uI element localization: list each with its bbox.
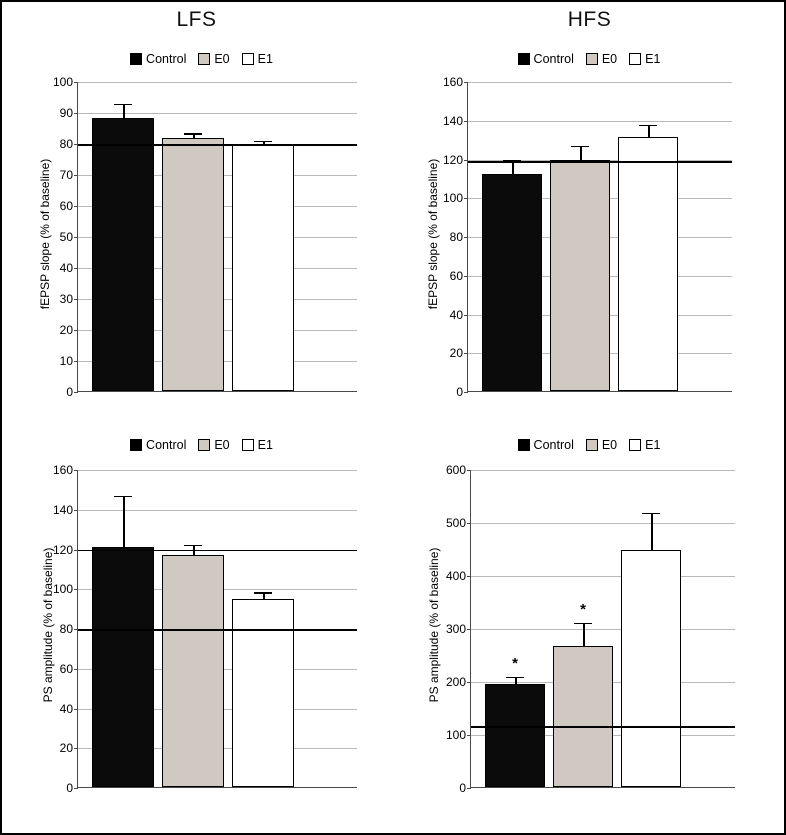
y-tick-mark	[74, 268, 78, 269]
gridline	[468, 82, 732, 83]
error-bar-cap	[571, 146, 589, 148]
error-bar-cap	[254, 141, 272, 143]
y-tick-mark	[74, 361, 78, 362]
y-tick-mark	[74, 709, 78, 710]
y-tick-mark	[464, 392, 468, 393]
y-axis-label: PS amplitude (% of baseline)	[41, 547, 55, 703]
bar-e0	[162, 138, 224, 391]
legend-swatch-e1-icon	[629, 53, 641, 65]
y-tick-mark	[74, 669, 78, 670]
legend-swatch-e0-icon	[198, 53, 210, 65]
y-axis-label: fEPSP slope (% of baseline)	[38, 158, 52, 310]
bar-control	[482, 174, 542, 391]
legend-item-e0	[586, 438, 617, 452]
y-tick-label: 0	[459, 781, 466, 795]
bar-control	[92, 547, 154, 787]
y-tick-mark	[464, 276, 468, 277]
bar-e1	[618, 137, 678, 391]
y-tick-label: 80	[59, 622, 73, 636]
legend-swatch-e1-icon	[242, 53, 254, 65]
error-bar-cap	[114, 104, 132, 106]
legend-swatch-control-icon	[130, 53, 142, 65]
bar-e1	[232, 599, 294, 787]
y-tick-mark	[464, 160, 468, 161]
error-bar-cap	[642, 513, 660, 515]
legend-item-control	[518, 438, 574, 452]
y-tick-label: 20	[449, 346, 463, 361]
y-tick-label: 80	[449, 230, 463, 244]
bar-control	[92, 118, 154, 391]
gridline	[78, 113, 357, 114]
error-bar-cap	[114, 496, 132, 498]
bar-control	[485, 684, 545, 787]
legend-label-e1: E1	[645, 52, 661, 66]
bar-e1	[232, 145, 294, 391]
error-bar	[123, 496, 125, 548]
y-tick-label: 100	[52, 75, 73, 89]
bar-e0	[553, 646, 613, 788]
y-tick-label: 40	[59, 701, 73, 716]
y-tick-mark	[467, 735, 471, 736]
y-tick-mark	[467, 523, 471, 524]
legend-item-e1	[629, 438, 660, 452]
y-tick-label: 80	[59, 137, 73, 151]
y-tick-mark	[74, 330, 78, 331]
y-tick-mark	[464, 82, 468, 83]
legend-item-e0	[198, 438, 229, 452]
legend-swatch-e0-icon	[586, 439, 598, 451]
error-bar-cap	[254, 592, 272, 594]
bar-e0	[162, 555, 224, 787]
panel-title-lfs: LFS	[176, 8, 217, 31]
y-tick-mark	[464, 121, 468, 122]
y-tick-label: 20	[59, 741, 73, 756]
y-tick-label: 60	[59, 661, 73, 676]
legend-label-e1: E1	[257, 438, 273, 452]
y-tick-mark	[467, 470, 471, 471]
legend-hfs-ps	[400, 438, 778, 452]
gridline	[78, 470, 357, 471]
legend-swatch-e1-icon	[242, 439, 254, 451]
plot-area-hfs-fepsp	[442, 75, 732, 399]
error-bar	[123, 104, 125, 120]
error-bar	[648, 125, 650, 139]
baseline-reference-line	[468, 161, 732, 163]
y-tick-label: 60	[449, 268, 463, 283]
gridline	[471, 576, 735, 577]
panel-title-hfs: HFS	[567, 8, 612, 31]
gridline	[78, 510, 357, 511]
y-tick-mark	[74, 113, 78, 114]
legend-item-e0	[586, 52, 617, 66]
legend-label-e0: E0	[601, 52, 618, 66]
y-tick-label: 60	[59, 199, 73, 213]
y-tick-label: 120	[52, 542, 73, 557]
legend-swatch-e1-icon	[629, 439, 641, 451]
legend-label-e0: E0	[601, 438, 618, 452]
chart-lfs-fepsp	[10, 52, 393, 417]
error-bar	[651, 513, 653, 551]
gridline	[468, 121, 732, 122]
legend-label-e1: E1	[257, 52, 273, 66]
legend-item-e1	[242, 52, 273, 66]
y-tick-mark	[74, 175, 78, 176]
legend-swatch-e0-icon	[198, 439, 210, 451]
y-tick-mark	[74, 748, 78, 749]
y-tick-mark	[74, 82, 78, 83]
plot-area-lfs-fepsp	[52, 75, 357, 399]
gridline	[471, 523, 735, 524]
y-tick-mark	[467, 788, 471, 789]
y-tick-label: 100	[52, 582, 73, 597]
y-tick-label: 40	[449, 307, 463, 322]
error-bar-cap	[574, 623, 592, 625]
y-tick-label: 100	[445, 728, 466, 742]
y-tick-label: 70	[59, 168, 73, 182]
y-tick-mark	[467, 576, 471, 577]
legend-swatch-control-icon	[518, 53, 530, 65]
y-tick-mark	[74, 788, 78, 789]
y-tick-label: 0	[456, 385, 463, 399]
legend-label-control: Control	[146, 438, 187, 452]
y-tick-label: 140	[52, 502, 73, 517]
y-tick-mark	[74, 589, 78, 590]
y-tick-label: 40	[59, 261, 73, 275]
y-tick-mark	[467, 682, 471, 683]
legend-swatch-control-icon	[518, 439, 530, 451]
significance-marker: *	[512, 654, 518, 672]
y-tick-label: 30	[59, 292, 73, 306]
legend-swatch-e0-icon	[586, 53, 598, 65]
legend-label-control: Control	[146, 52, 187, 66]
error-bar	[193, 545, 195, 557]
chart-hfs-ps	[400, 438, 778, 818]
error-bar	[512, 160, 514, 176]
baseline-reference-line	[78, 550, 357, 552]
legend-label-control: Control	[533, 52, 574, 66]
y-tick-label: 160	[442, 75, 463, 89]
y-tick-label: 0	[66, 385, 73, 399]
y-tick-label: 140	[442, 113, 463, 128]
y-tick-label: 600	[445, 463, 466, 477]
gridline	[471, 470, 735, 471]
chart-hfs-fepsp	[400, 52, 778, 417]
legend-lfs-ps	[10, 438, 393, 452]
y-tick-label: 0	[66, 781, 73, 795]
legend-item-e1	[242, 438, 273, 452]
y-tick-label: 90	[59, 106, 73, 120]
legend-label-e0: E0	[214, 438, 230, 452]
legend-hfs-fepsp	[400, 52, 778, 66]
legend-swatch-control-icon	[130, 439, 142, 451]
significance-marker: *	[580, 600, 586, 618]
legend-item-control	[130, 52, 186, 66]
y-tick-label: 120	[442, 152, 463, 167]
legend-label-e0: E0	[214, 52, 230, 66]
legend-item-e1	[629, 52, 660, 66]
error-bar-cap	[184, 133, 202, 135]
legend-item-e0	[198, 52, 229, 66]
y-tick-mark	[464, 237, 468, 238]
y-tick-mark	[464, 315, 468, 316]
y-tick-label: 200	[445, 675, 466, 689]
baseline-reference-line	[78, 629, 357, 631]
y-tick-mark	[464, 198, 468, 199]
y-tick-label: 10	[59, 354, 73, 368]
y-tick-mark	[74, 237, 78, 238]
error-bar-cap	[639, 125, 657, 127]
error-bar-cap	[506, 677, 524, 679]
y-tick-label: 160	[52, 463, 73, 477]
y-tick-mark	[74, 510, 78, 511]
y-axis-label: PS amplitude (% of baseline)	[427, 547, 441, 703]
gridline	[471, 629, 735, 630]
y-tick-label: 300	[445, 622, 466, 636]
y-tick-label: 20	[59, 323, 73, 337]
error-bar	[580, 146, 582, 162]
y-tick-mark	[467, 629, 471, 630]
chart-lfs-ps	[10, 438, 393, 818]
baseline-reference-line	[78, 144, 357, 146]
y-tick-label: 400	[445, 569, 466, 583]
y-tick-mark	[74, 470, 78, 471]
legend-item-control	[518, 52, 574, 66]
bar-e1	[621, 550, 681, 787]
plot-area-hfs-ps	[445, 463, 735, 795]
plot-area-lfs-ps	[52, 463, 357, 795]
y-tick-mark	[74, 392, 78, 393]
legend-lfs-fepsp	[10, 52, 393, 66]
y-tick-mark	[464, 353, 468, 354]
error-bar	[583, 623, 585, 647]
legend-label-control: Control	[533, 438, 574, 452]
bar-e0	[550, 160, 610, 391]
y-tick-label: 100	[442, 191, 463, 206]
error-bar-cap	[503, 160, 521, 162]
legend-label-e1: E1	[645, 438, 661, 452]
y-tick-label: 500	[445, 516, 466, 530]
y-tick-mark	[74, 206, 78, 207]
baseline-reference-line	[471, 726, 735, 728]
gridline	[78, 82, 357, 83]
legend-item-control	[130, 438, 186, 452]
y-axis-label: fEPSP slope (% of baseline)	[426, 158, 440, 310]
y-tick-label: 50	[59, 230, 73, 244]
y-tick-mark	[74, 299, 78, 300]
error-bar-cap	[184, 545, 202, 547]
